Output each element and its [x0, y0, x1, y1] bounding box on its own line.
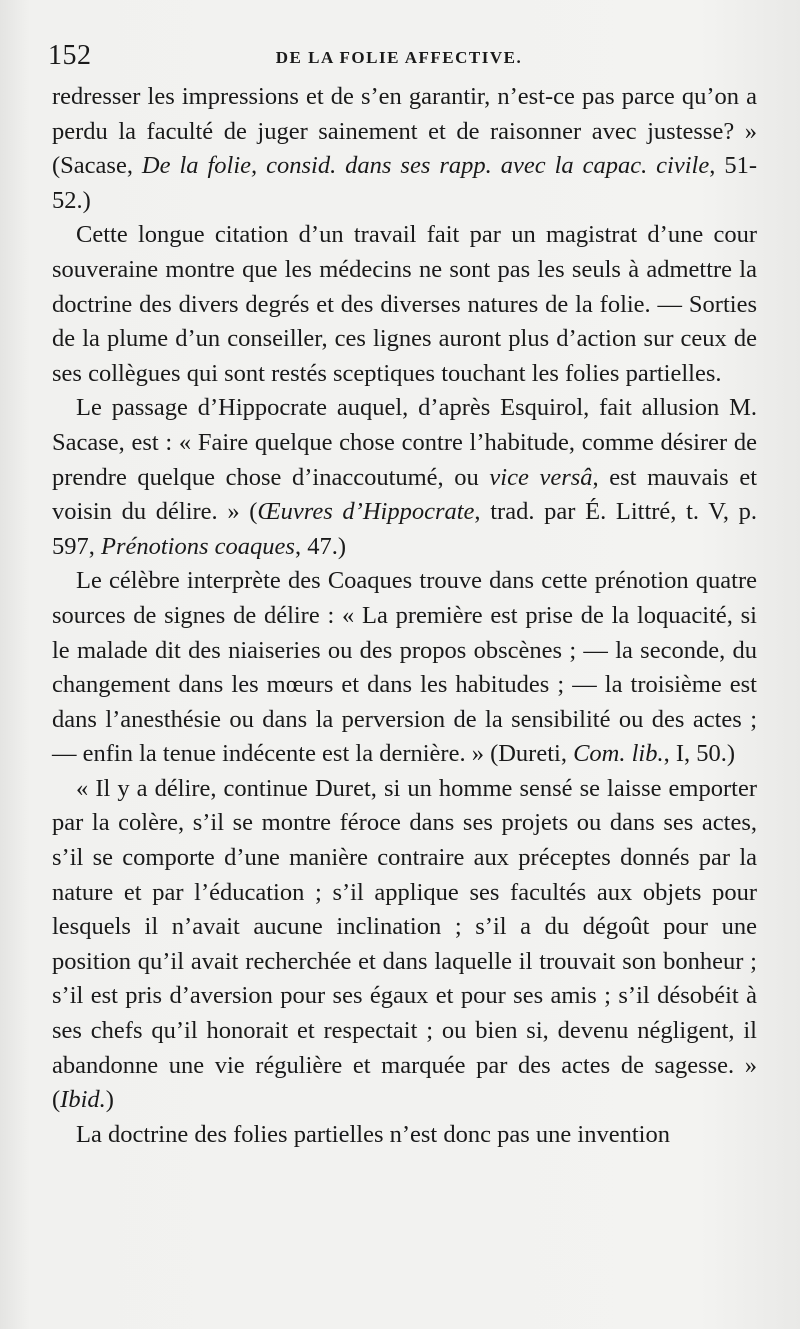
text-segment: « Il y a délire, continue Duret, si un homme sensé se laisse emporter par la colère, s’il se montre féroce dans ses projets ou dans ses actes, s’il se comporte d’une manière contraire aux préceptes donnés par la nature et par l’éducation ; s’il applique ses facultés aux objets pour lesquels il n’avait aucune inclination ; s’il a du dégoût pour une position qu’il avait recherchée et dans laquelle il trouvait son bonheur ; s’il est pris d’aversion pour ses égaux et pour ses amis ; s’il désobéit à ses chefs qu’il honorait et respectait ; ou bien si, devenu négligent, il abandonne une vie régulière et marquée par des actes de sagesse. » (	[52, 774, 757, 1114]
italic-text: De la folie, consid. dans ses rapp. avec la capac. civile	[141, 152, 710, 180]
italic-text: Œuvres d’Hippocrate	[257, 498, 475, 526]
text-segment: La doctrine des folies partielles n’est donc pas une invention	[76, 1120, 670, 1148]
paragraph	[52, 80, 757, 218]
text-segment: Le célèbre interprète des Coaques trouve dans cette prénotion quatre sources de signes de délire : « La première est prise de la loquacité, si le malade dit des niaiseries ou des propos obscènes ; — la seconde, du changement dans les mœurs et dans les habitudes ; — la troisième est dans l’anesthésie ou dans la perversion de la sensibilité ou des actes ; — enfin la tenue indécente est la dernière. » (Dureti,	[52, 567, 757, 768]
page-number: 152	[48, 40, 92, 71]
text-segment: redresser les impressions et de s’en garantir, n’est-ce pas parce qu’on a perdu la faculté de juger sainement et de raisonner avec justesse? » (Sacase,	[52, 83, 757, 180]
paragraph	[52, 218, 757, 391]
text-segment: Le passage d’Hippocrate auquel, d’après Esquirol, fait allusion M. Sacase, est : « Faire quelque chose contre l’habitude, comme désirer de prendre quelque chose d’inaccoutumé, ou	[52, 394, 757, 491]
text-segment: , est mauvais et voisin du délire. » (	[52, 463, 758, 526]
italic-text: Ibid.	[60, 1086, 106, 1114]
text-segment: Cette longue citation d’un travail fait par un magistrat d’une cour souveraine montre que les médecins ne sont pas les seuls à admettre la doctrine des divers degrés et des diverses natures de la folie. — Sorties de la plume d’un conseiller, ces lignes auront plus d’action sur ceux de ses collègues qui sont restés sceptiques touchant les folies partielles.	[52, 221, 757, 387]
running-title: DE LA FOLIE AFFECTIVE.	[275, 48, 523, 67]
body-text	[52, 80, 757, 1152]
paragraph	[52, 391, 757, 564]
paragraph	[52, 772, 757, 1118]
text-segment: , 51-52.)	[52, 152, 757, 214]
text-segment: )	[105, 1086, 114, 1114]
paragraph	[52, 1118, 757, 1153]
text-segment: , I, 50.)	[663, 740, 736, 768]
italic-text: vice versâ	[489, 463, 593, 491]
paragraph	[52, 564, 757, 772]
italic-text: Prénotions coaques	[101, 532, 295, 560]
page-header	[48, 40, 750, 74]
italic-text: Com. lib.	[573, 740, 664, 768]
text-segment: , trad. par É. Littré, t. V, p. 597,	[52, 498, 757, 560]
text-segment: , 47.)	[294, 532, 346, 560]
